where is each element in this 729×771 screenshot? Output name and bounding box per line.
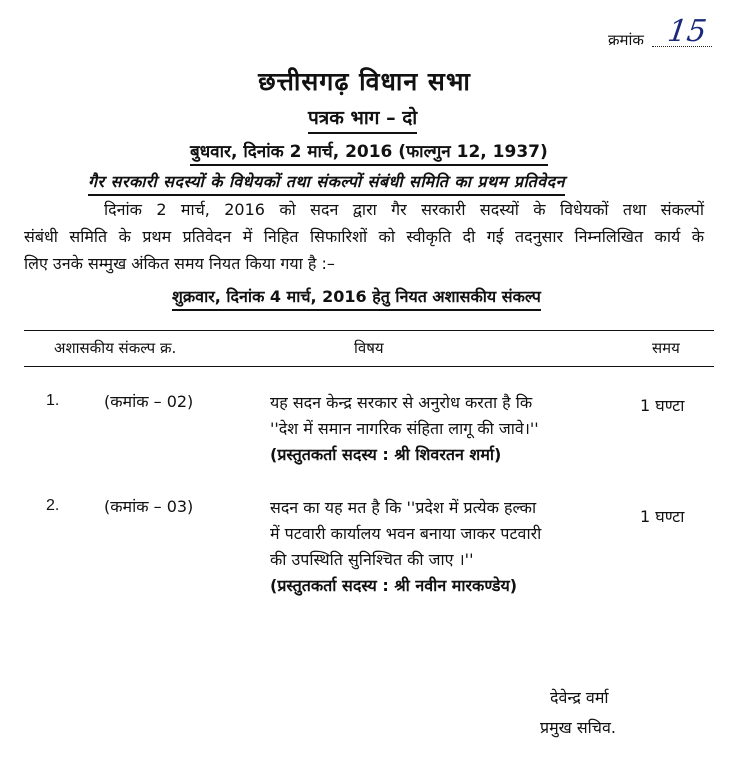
column-header-subject: विषय — [354, 339, 384, 357]
subject-line: ''देश में समान नागरिक संहिता लागू की जावे।'' — [270, 419, 539, 438]
column-header-resolution: अशासकीय संकल्प क्र. — [54, 339, 177, 357]
subject-line: सदन का यह मत है कि ''प्रदेश में प्रत्येक हल्का — [270, 498, 537, 517]
intro-line-3: लिए उनके सम्मुख अंकित समय नियत किया गया है :– — [24, 254, 335, 273]
subject-line: में पटवारी कार्यालय भवन बनाया जाकर पटवारी — [270, 524, 542, 543]
resolution-number: (कमांक – 02) — [104, 392, 194, 411]
schedule-heading: शुक्रवार, दिनांक 4 मार्च, 2016 हेतु नियत अशासकीय संकल्प — [172, 285, 541, 311]
row-serial: 2. — [46, 497, 60, 514]
intro-line-1: दिनांक 2 मार्च, 2016 को सदन द्वारा गैर सरकारी सदस्यों के विधेयकों तथा संकल्पों — [104, 200, 704, 219]
serial-label: क्रमांक — [608, 31, 644, 49]
row-time: 1 घण्टा — [640, 507, 685, 526]
row-subject — [270, 390, 539, 468]
table-header-rule — [24, 366, 714, 367]
subject-line: की उपस्थिति सुनिश्चित की जाए ।'' — [270, 550, 474, 569]
column-header-time: समय — [652, 339, 680, 357]
report-title: गैर सरकारी सदस्यों के विधेयकों तथा संकल्पों संबंधी समिति का प्रथम प्रतिवेदन — [88, 170, 565, 196]
mover-name: (प्रस्तुतकर्ता सदस्य : श्री शिवरतन शर्मा) — [270, 445, 502, 464]
row-subject — [270, 495, 541, 599]
row-time: 1 घण्टा — [640, 396, 685, 415]
subject-line: यह सदन केन्द्र सरकार से अनुरोध करता है कि — [270, 393, 533, 412]
mover-name: (प्रस्तुतकर्ता सदस्य : श्री नवीन मारकण्डेय) — [270, 576, 518, 595]
signatory-designation: प्रमुख सचिव. — [540, 718, 616, 737]
signatory-name: देवेन्द्र वर्मा — [550, 688, 609, 707]
date-line: बुधवार, दिनांक 2 मार्च, 2016 (फाल्गुन 12, 1937) — [190, 139, 548, 166]
table-top-rule — [24, 330, 714, 331]
intro-paragraph — [24, 196, 704, 277]
intro-line-2: संबंधी समिति के प्रथम प्रतिवेदन में निहित सिफारिशों को स्वीकृति दी गई तदनुसार निम्नलिखित कार्य के — [24, 227, 704, 246]
serial-number-handwritten: 15 — [665, 14, 709, 49]
bulletin-part: पत्रक भाग – दो — [308, 104, 417, 134]
row-serial: 1. — [46, 392, 60, 409]
resolution-number: (कमांक – 03) — [104, 497, 194, 516]
assembly-name: छत्तीसगढ़ विधान सभा — [258, 67, 471, 96]
